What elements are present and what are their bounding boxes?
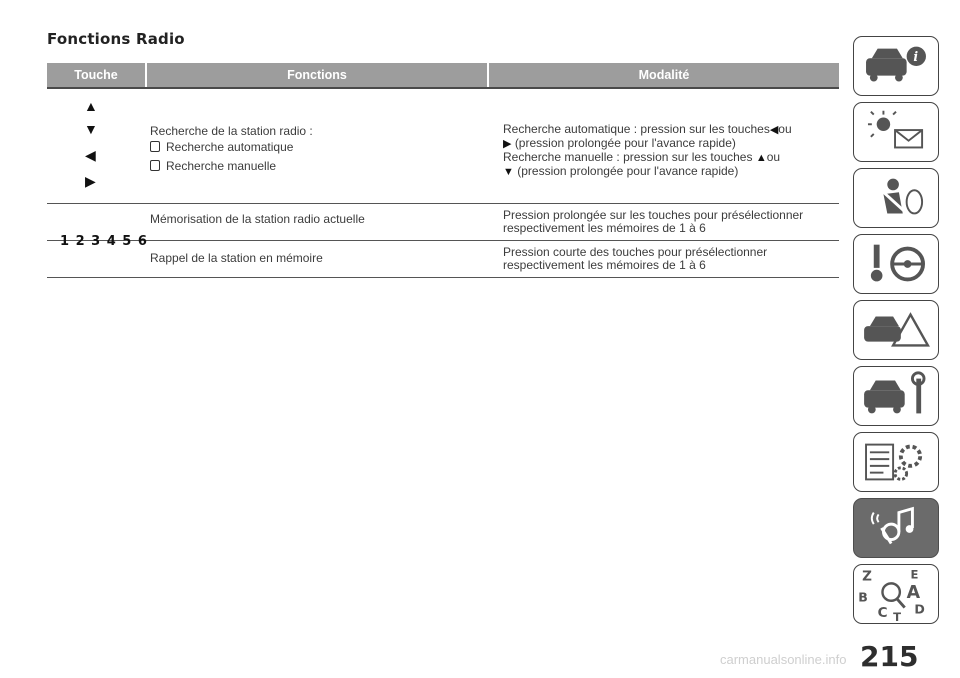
up-arrow-icon: ▲ bbox=[755, 152, 767, 164]
up-arrow-icon: ▲ bbox=[84, 98, 98, 114]
left-arrow-icon: ◀ bbox=[85, 147, 96, 163]
table-row bbox=[47, 204, 839, 241]
mode-text: Recherche automatique : pression sur les touches◀ou ▶ (pression prolongée pour l'avance rapide) Recherche manuelle : pression sur les touches ▲ou ▼ (pression prolongée pour l'avance rapide) bbox=[503, 122, 792, 178]
car-info-icon[interactable] bbox=[853, 36, 939, 96]
svg-text:D: D bbox=[914, 601, 925, 617]
specs-gear-icon[interactable] bbox=[853, 432, 939, 492]
car-maintenance-icon[interactable] bbox=[853, 366, 939, 426]
checkbox-bullet-icon bbox=[150, 160, 160, 171]
multimedia-music-icon[interactable] bbox=[853, 498, 939, 558]
warning-lights-icon[interactable] bbox=[853, 102, 939, 162]
header-fonctions: Fonctions bbox=[287, 68, 347, 82]
left-arrow-icon: ◀ bbox=[769, 124, 779, 136]
right-arrow-icon: ▶ bbox=[503, 138, 512, 150]
function-intro: Recherche de la station radio : bbox=[150, 124, 313, 138]
page-number: 215 bbox=[860, 640, 919, 673]
seatbelt-airbag-icon[interactable] bbox=[853, 168, 939, 228]
down-arrow-icon: ▼ bbox=[503, 166, 514, 178]
table-row bbox=[47, 241, 839, 278]
svg-text:Z: Z bbox=[862, 568, 872, 585]
header-touche: Touche bbox=[74, 68, 118, 82]
svg-text:E: E bbox=[910, 567, 919, 582]
preset-keys-label: 1 2 3 4 5 6 bbox=[60, 234, 148, 249]
svg-text:T: T bbox=[893, 610, 902, 623]
right-arrow-icon: ▶ bbox=[85, 173, 96, 189]
table-row bbox=[47, 89, 839, 204]
function-item: Recherche automatique bbox=[150, 141, 293, 154]
checkbox-bullet-icon bbox=[150, 141, 160, 152]
svg-text:A: A bbox=[906, 582, 921, 603]
svg-text:i: i bbox=[913, 49, 919, 65]
mode-text: Pression courte des touches pour présélectionner respectivement les mémoires de 1 à 6 bbox=[503, 245, 768, 272]
table-header bbox=[47, 63, 839, 89]
header-modalite: Modalité bbox=[638, 68, 690, 82]
svg-text:C: C bbox=[877, 605, 888, 622]
function-text: Rappel de la station en mémoire bbox=[150, 251, 323, 265]
alphabetical-index-icon[interactable] bbox=[853, 564, 939, 624]
page-title: Fonctions Radio bbox=[47, 30, 185, 48]
watermark: carmanualsonline.info bbox=[720, 652, 847, 667]
key-steering-wheel-icon[interactable] bbox=[853, 234, 939, 294]
svg-text:B: B bbox=[858, 589, 868, 605]
function-item: Recherche manuelle bbox=[150, 160, 276, 173]
mode-text: Pression prolongée sur les touches pour présélectionner respectivement les mémoires de 1 à 6 bbox=[503, 208, 804, 235]
car-crash-warning-icon[interactable] bbox=[853, 300, 939, 360]
function-text: Mémorisation de la station radio actuelle bbox=[150, 212, 365, 226]
radio-functions-table bbox=[47, 63, 839, 278]
down-arrow-icon: ▼ bbox=[84, 121, 98, 137]
